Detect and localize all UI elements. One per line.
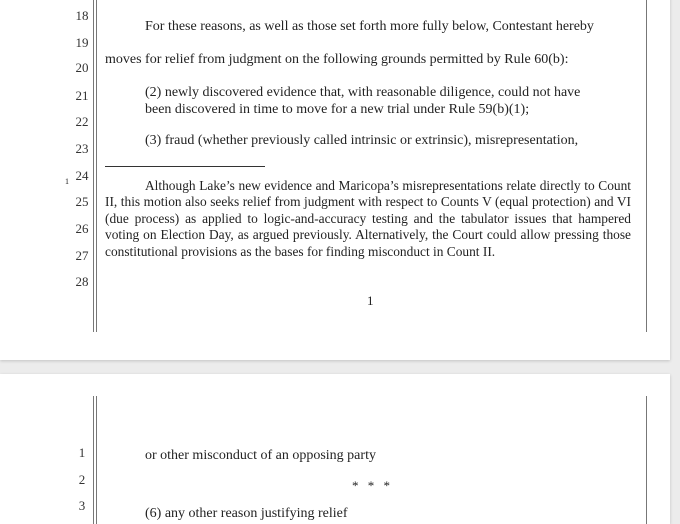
footnote-marker: 1 xyxy=(65,177,69,186)
document-page-2 xyxy=(0,374,670,524)
paragraph-intro-line-2: moves for relief from judgment on the following grounds permitted by Rule 60(b): xyxy=(105,52,569,67)
right-margin-rule xyxy=(646,396,647,524)
item-2-line-1: (2) newly discovered evidence that, with reasonable diligence, could not have xyxy=(145,85,581,100)
line-number: 28 xyxy=(75,274,89,289)
line-number: 2 xyxy=(78,472,86,487)
line-number: 1 xyxy=(78,445,86,460)
right-margin-rule xyxy=(646,0,647,332)
line-number: 26 xyxy=(75,221,89,236)
item-3-line-1: (3) fraud (whether previously called intrinsic or extrinsic), misrepresentation, xyxy=(145,133,579,148)
line-number: 19 xyxy=(75,35,89,50)
line-number: 22 xyxy=(75,114,89,129)
page-number: 1 xyxy=(367,293,374,308)
line-number: 27 xyxy=(75,248,89,263)
item-3-continued: or other misconduct of an opposing party xyxy=(145,448,376,463)
line-number: 3 xyxy=(78,498,86,513)
paragraph-intro-line-1: For these reasons, as well as those set forth more fully below, Contestant hereby xyxy=(145,19,594,34)
line-number: 21 xyxy=(75,88,89,103)
line-number: 18 xyxy=(75,8,89,23)
line-number: 25 xyxy=(75,194,89,209)
item-2-line-2: been discovered in time to move for a new trial under Rule 59(b)(1); xyxy=(145,102,530,117)
item-6-partial: (6) any other reason justifying relief xyxy=(145,506,348,521)
footnote-text: Although Lake’s new evidence and Maricopa’s misrepresentations relate directly to Count II, this motion also seeks relief from judgment with respect to Counts V (equal protection) and VI (due process) as applied to logic-and-accuracy testing and the tabulator issues that hampered voting on Election Day, as argued previously. Alternatively, the Court could allow pressing those constitutional provisions as the bases for finding misconduct in Count II. xyxy=(105,178,631,259)
line-number: 23 xyxy=(75,141,89,156)
line-number: 20 xyxy=(75,60,89,75)
section-separator: * * * xyxy=(352,478,393,493)
line-number: 24 xyxy=(75,168,89,183)
footnote-separator xyxy=(105,166,265,167)
